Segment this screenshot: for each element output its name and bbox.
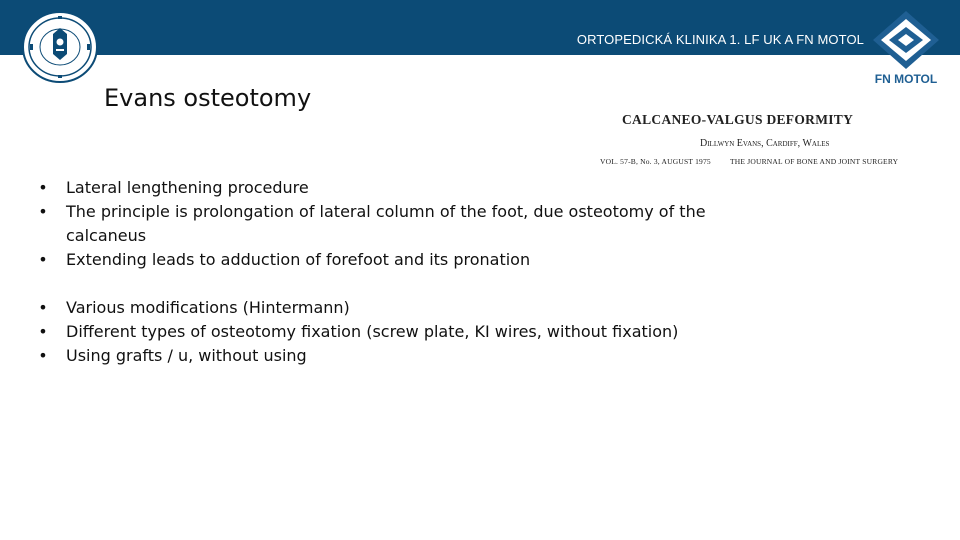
fn-motol-logo-icon — [868, 8, 944, 88]
paper-author: Dillwyn Evans, Cardiff, Wales — [700, 138, 830, 149]
bullet-icon: • — [38, 346, 48, 365]
list-item-text: Various modifications (Hintermann) — [66, 298, 350, 317]
list-item — [36, 200, 756, 248]
header-bar — [0, 0, 960, 55]
paper-journal-name: THE JOURNAL OF BONE AND JOINT SURGERY — [730, 157, 899, 166]
list-item-text: Lateral lengthening procedure — [66, 178, 309, 197]
list-item-text: Different types of osteotomy fixation (screw plate, KI wires, without fixation) — [66, 322, 679, 341]
bullet-icon: • — [38, 250, 48, 269]
list-item — [36, 176, 756, 200]
charles-university-seal-icon — [20, 10, 100, 84]
list-item — [36, 296, 756, 320]
fn-motol-logo-text: FN MOTOL — [874, 72, 938, 86]
list-item — [36, 248, 756, 272]
paper-title: CALCANEO-VALGUS DEFORMITY — [622, 112, 854, 127]
clinic-name: ORTOPEDICKÁ KLINIKA 1. LF UK A FN MOTOL — [576, 32, 864, 47]
list-item — [36, 344, 756, 368]
bullet-list — [36, 176, 756, 368]
bullet-icon: • — [38, 202, 48, 221]
slide-title: Evans osteotomy — [104, 84, 312, 112]
bullet-icon: • — [38, 178, 48, 197]
list-spacer — [36, 272, 756, 296]
list-item-text: Extending leads to adduction of forefoot and its pronation — [66, 250, 531, 269]
bullet-icon: • — [38, 322, 48, 341]
list-item-text: Using grafts / u, without using — [66, 346, 307, 365]
list-item-text: The principle is prolongation of lateral column of the foot, due osteotomy of the calcaneus — [66, 202, 706, 245]
list-item — [36, 320, 756, 344]
paper-journal-volume: VOL. 57-B, No. 3, AUGUST 1975 — [600, 157, 711, 166]
bullet-icon: • — [38, 298, 48, 317]
